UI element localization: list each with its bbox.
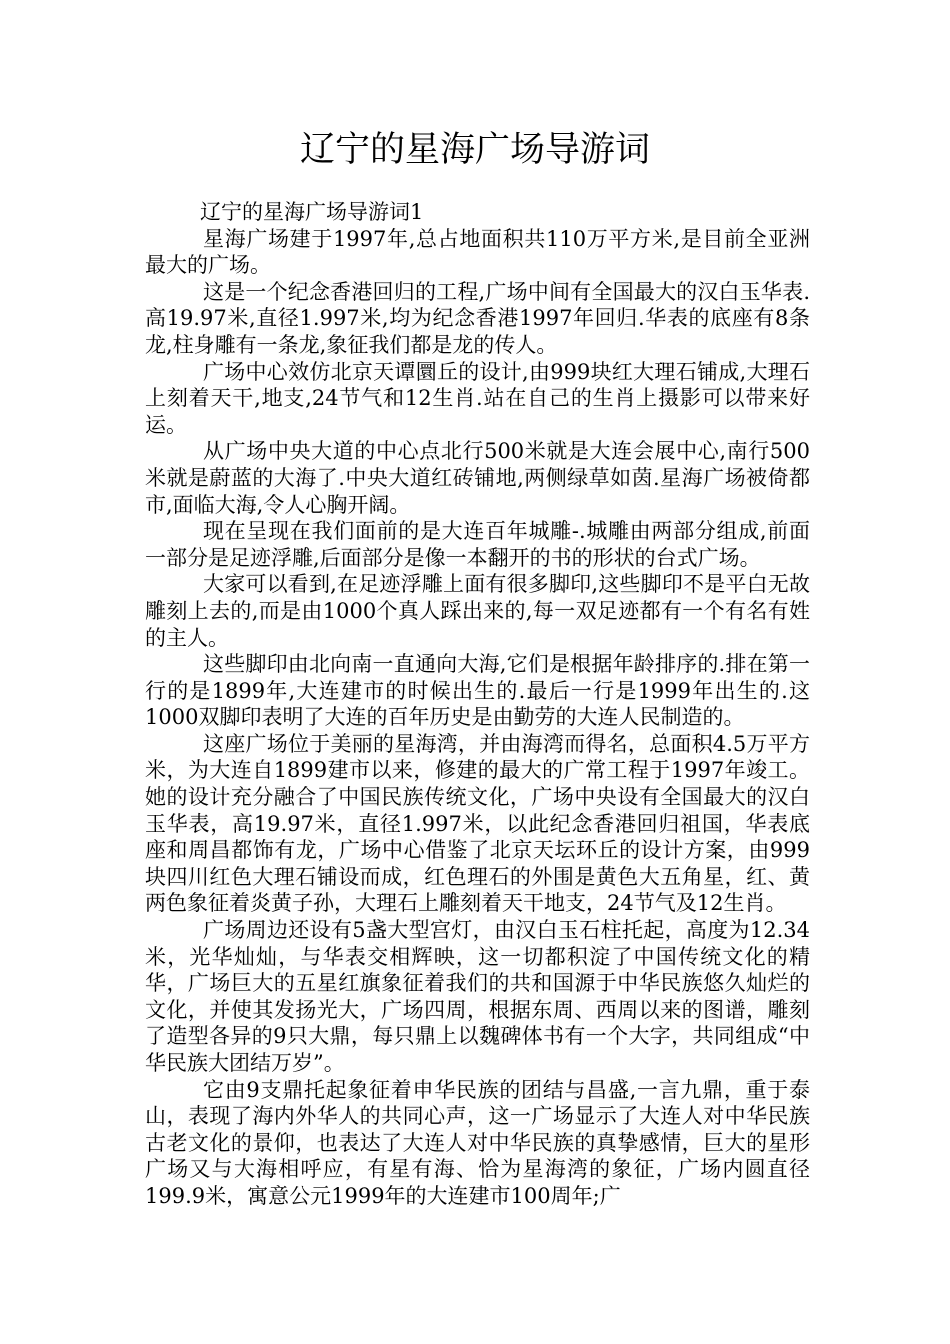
paragraph: 这些脚印由北向南一直通向大海,它们是根据年龄排序的.排在第一行的是1899年,大连建市的时候出生的.最后一行是1999年出生的.这1000双脚印表明了大连的百年历史是由勤劳的大连人民制造的。 [145, 652, 810, 730]
document-title: 辽宁的星海广场导游词 [299, 130, 650, 170]
paragraph: 现在呈现在我们面前的是大连百年城雕-.城雕由两部分组成,前面一部分是足迹浮雕,后面部分是像一本翻开的书的形状的台式广场。 [145, 519, 810, 570]
paragraph: 星海广场建于1997年,总占地面积共110万平方米,是目前全亚洲最大的广场。 [145, 226, 810, 278]
paragraph: 广场中心效仿北京天谭圜丘的设计,由999块红大理石铺成,大理石上刻着天干,地支,24节气和12生肖.站在自己的生肖上摄影可以带来好运。 [145, 359, 810, 437]
paragraph: 它由9支鼎托起象征着申华民族的团结与昌盛,一言九鼎，重于泰山，表现了海内外华人的共同心声，这一广场显示了大连人对中华民族古老文化的景仰，也表达了大连人对中华民族的真挚感情，巨大的星形广场又与大海相呼应，有星有海、恰为星海湾的象征，广场内圆直径199.9米，寓意公元1999年的大连建市100周年;广 [145, 1077, 810, 1208]
section-heading: 辽宁的星海广场导游词1 [200, 200, 424, 224]
paragraph: 这座广场位于美丽的星海湾，并由海湾而得名，总面积4.5万平方米，为大连自1899建市以来，修建的最大的广常工程于1997年竣工。她的设计充分融合了中国民族传统文化，广场中央设有全国最大的汉白玉华表，高19.97米，直径1.997米，以此纪念香港回归祖国，华表底座和周昌都饰有龙，广场中心借鉴了北京天坛环丘的设计方案，由999块四川红色大理石铺设而成，红色理石的外围是黄色大五角星，红、黄两色象征着炎黄子孙，大理石上雕刻着天干地支，24节气及12生肖。 [145, 731, 810, 916]
paragraph: 广场周边还设有5盏大型宫灯，由汉白玉石柱托起，高度为12.34米，光华灿灿，与华表交相辉映，这一切都积淀了中国传统文化的精华，广场巨大的五星红旗象征着我们的共和国源于中华民族悠久灿烂的文化，并使其发扬光大，广场四周，根据东周、西周以来的图谱，雕刻了造型各异的9只大鼎，每只鼎上以魏碑体书有一个大字，共同组成“中华民族大团结万岁”。 [145, 918, 810, 1075]
paragraph: 大家可以看到,在足迹浮雕上面有很多脚印,这些脚印不是平白无故雕刻上去的,而是由1000个真人踩出来的,每一双足迹都有一个有名有姓的主人。 [145, 572, 810, 650]
paragraph: 从广场中央大道的中心点北行500米就是大连会展中心,南行500米就是蔚蓝的大海了.中央大道红砖铺地,两侧绿草如茵.星海广场被倚都市,面临大海,令人心胸开阔。 [145, 439, 810, 517]
document-body [145, 199, 810, 1210]
paragraph: 这是一个纪念香港回归的工程,广场中间有全国最大的汉白玉华表.高19.97米,直径1.997米,均为纪念香港1997年回归.华表的底座有8条龙,柱身雕有一条龙,象征我们都是龙的传人。 [145, 279, 810, 357]
